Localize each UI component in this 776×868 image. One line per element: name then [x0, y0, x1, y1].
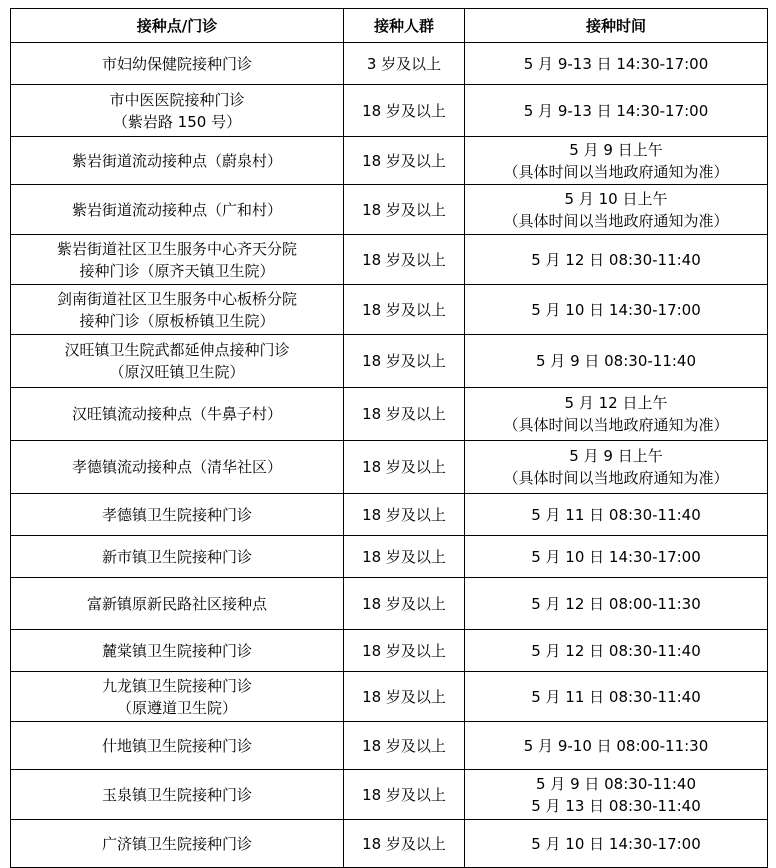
- time-cell: [465, 536, 768, 578]
- time-cell: [465, 672, 768, 722]
- site-line: 孝德镇卫生院接种门诊: [101, 505, 252, 524]
- table-row: [11, 235, 768, 285]
- header-row: [11, 9, 768, 43]
- table-row: [11, 388, 768, 441]
- group-cell: 18 岁及以上: [344, 494, 465, 536]
- site-line: 汉旺镇流动接种点（牛鼻子村）: [71, 405, 282, 423]
- site-line: 剑南街道社区卫生服务中心板桥分院: [56, 289, 297, 308]
- time-line: 5 月 13 日 08:30-11:40: [531, 796, 701, 815]
- time-cell: [465, 335, 768, 388]
- site-line: 什地镇卫生院接种门诊: [101, 736, 252, 755]
- header-group: 接种人群: [344, 9, 465, 43]
- group-cell: 18 岁及以上: [344, 185, 465, 235]
- site-line: （原遵道卫生院）: [116, 698, 237, 717]
- table-row: [11, 578, 768, 630]
- group-cell: 18 岁及以上: [344, 137, 465, 185]
- site-line: 市中医医院接种门诊: [109, 90, 245, 109]
- site-cell: [11, 185, 344, 235]
- group-cell: 18 岁及以上: [344, 630, 465, 672]
- site-cell: [11, 335, 344, 388]
- site-line: 富新镇原新民路社区接种点: [86, 594, 267, 613]
- time-line: 5 月 10 日 14:30-17:00: [531, 300, 701, 319]
- table-row: [11, 672, 768, 722]
- site-line: 广济镇卫生院接种门诊: [101, 834, 252, 853]
- group-cell: 18 岁及以上: [344, 388, 465, 441]
- time-line: 5 月 9 日 08:30-11:40: [535, 352, 697, 370]
- header-site: 接种点/门诊: [11, 9, 344, 43]
- time-line: 5 月 10 日 14:30-17:00: [531, 834, 701, 853]
- site-line: （原汉旺镇卫生院）: [109, 363, 245, 381]
- site-line: 紫岩街道社区卫生服务中心齐天分院: [56, 239, 297, 258]
- table-row: [11, 85, 768, 137]
- time-line: 5 月 9-13 日 14:30-17:00: [523, 101, 709, 120]
- group-cell: 18 岁及以上: [344, 770, 465, 820]
- site-cell: [11, 672, 344, 722]
- site-line: 玉泉镇卫生院接种门诊: [101, 785, 252, 804]
- time-line: 5 月 11 日 08:30-11:40: [531, 687, 701, 706]
- table-row: [11, 285, 768, 335]
- group-cell: 18 岁及以上: [344, 536, 465, 578]
- group-cell: 18 岁及以上: [344, 85, 465, 137]
- site-line: 接种门诊（原板桥镇卫生院）: [79, 311, 275, 330]
- group-cell: 18 岁及以上: [344, 578, 465, 630]
- site-cell: [11, 770, 344, 820]
- group-cell: 3 岁及以上: [344, 43, 465, 85]
- time-line: 5 月 12 日上午: [564, 394, 668, 412]
- site-line: 麓棠镇卫生院接种门诊: [101, 641, 252, 660]
- site-line: 孝德镇流动接种点（清华社区）: [71, 458, 282, 476]
- time-line: 5 月 9 日上午: [569, 140, 663, 159]
- table-row: [11, 820, 768, 868]
- group-cell: 18 岁及以上: [344, 285, 465, 335]
- table-row: [11, 536, 768, 578]
- time-line: （具体时间以当地政府通知为准）: [503, 416, 729, 434]
- site-cell: [11, 820, 344, 868]
- group-cell: 18 岁及以上: [344, 235, 465, 285]
- site-cell: [11, 43, 344, 85]
- group-cell: 18 岁及以上: [344, 335, 465, 388]
- table-row: [11, 630, 768, 672]
- time-cell: [465, 770, 768, 820]
- site-line: （紫岩路 150 号）: [112, 112, 242, 131]
- time-line: 5 月 9-13 日 14:30-17:00: [523, 54, 709, 73]
- time-line: （具体时间以当地政府通知为准）: [503, 162, 729, 181]
- time-cell: [465, 722, 768, 770]
- header-time: 接种时间: [465, 9, 768, 43]
- time-line: 5 月 10 日 14:30-17:00: [531, 547, 701, 566]
- table-row: [11, 770, 768, 820]
- site-cell: [11, 441, 344, 494]
- time-cell: [465, 820, 768, 868]
- table-row: [11, 494, 768, 536]
- site-cell: [11, 285, 344, 335]
- time-cell: [465, 137, 768, 185]
- time-cell: [465, 441, 768, 494]
- vaccination-schedule-table: [10, 8, 768, 868]
- time-cell: [465, 630, 768, 672]
- time-line: 5 月 12 日 08:00-11:30: [531, 594, 701, 613]
- table-row: [11, 722, 768, 770]
- group-cell: 18 岁及以上: [344, 441, 465, 494]
- site-cell: [11, 85, 344, 137]
- site-cell: [11, 137, 344, 185]
- site-line: 新市镇卫生院接种门诊: [101, 547, 252, 566]
- group-cell: 18 岁及以上: [344, 672, 465, 722]
- time-line: （具体时间以当地政府通知为准）: [503, 469, 729, 487]
- site-line: 汉旺镇卫生院武都延伸点接种门诊: [64, 341, 290, 359]
- table-row: [11, 441, 768, 494]
- time-cell: [465, 388, 768, 441]
- time-cell: [465, 43, 768, 85]
- site-cell: [11, 388, 344, 441]
- site-line: 接种门诊（原齐天镇卫生院）: [79, 261, 275, 280]
- site-cell: [11, 494, 344, 536]
- time-cell: [465, 285, 768, 335]
- time-line: 5 月 9 日上午: [569, 447, 663, 465]
- table-row: [11, 137, 768, 185]
- site-line: 紫岩街道流动接种点（广和村）: [71, 200, 282, 219]
- time-line: 5 月 10 日上午: [564, 189, 668, 208]
- time-cell: [465, 494, 768, 536]
- time-line: 5 月 12 日 08:30-11:40: [531, 250, 701, 269]
- time-line: 5 月 12 日 08:30-11:40: [531, 641, 701, 660]
- time-cell: [465, 235, 768, 285]
- site-cell: [11, 630, 344, 672]
- time-line: 5 月 11 日 08:30-11:40: [531, 505, 701, 524]
- schedule-table-container: [10, 8, 768, 868]
- site-cell: [11, 578, 344, 630]
- site-cell: [11, 235, 344, 285]
- time-cell: [465, 578, 768, 630]
- table-row: [11, 185, 768, 235]
- time-cell: [465, 85, 768, 137]
- time-line: 5 月 9-10 日 08:00-11:30: [523, 736, 709, 755]
- site-cell: [11, 722, 344, 770]
- site-line: 市妇幼保健院接种门诊: [101, 54, 252, 73]
- time-line: 5 月 9 日 08:30-11:40: [535, 774, 697, 793]
- group-cell: 18 岁及以上: [344, 820, 465, 868]
- site-line: 九龙镇卫生院接种门诊: [101, 676, 252, 695]
- time-cell: [465, 185, 768, 235]
- site-line: 紫岩街道流动接种点（蔚泉村）: [71, 151, 282, 170]
- group-cell: 18 岁及以上: [344, 722, 465, 770]
- site-cell: [11, 536, 344, 578]
- table-row: [11, 335, 768, 388]
- time-line: （具体时间以当地政府通知为准）: [503, 211, 729, 230]
- table-row: [11, 43, 768, 85]
